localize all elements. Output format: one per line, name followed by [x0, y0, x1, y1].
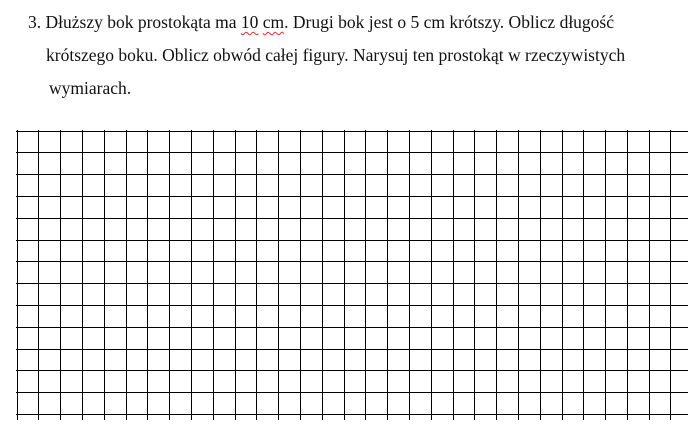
exercise-number: 3. [28, 12, 42, 32]
long-side-unit: cm [262, 12, 285, 32]
exercise-text-part-3: krótszy. Oblicz długość [445, 12, 615, 32]
grid-lines [16, 130, 688, 420]
difference-unit: cm [423, 12, 446, 32]
squared-answer-grid[interactable] [16, 130, 688, 420]
exercise-text-part-2: . Drugi bok jest o [284, 12, 411, 32]
exercise-line-1 [28, 11, 614, 33]
exercise-line-2: krótszego boku. Oblicz obwód całej figury. Narysuj ten prostokąt w rzeczywistych [46, 45, 626, 65]
exercise-text-part-1: Dłuższy bok prostokąta ma [45, 12, 241, 32]
difference-value: 5 [410, 12, 420, 32]
exercise-line-3: wymiarach. [49, 78, 132, 98]
long-side-value: 10 [240, 12, 259, 32]
grid-background [16, 130, 688, 420]
